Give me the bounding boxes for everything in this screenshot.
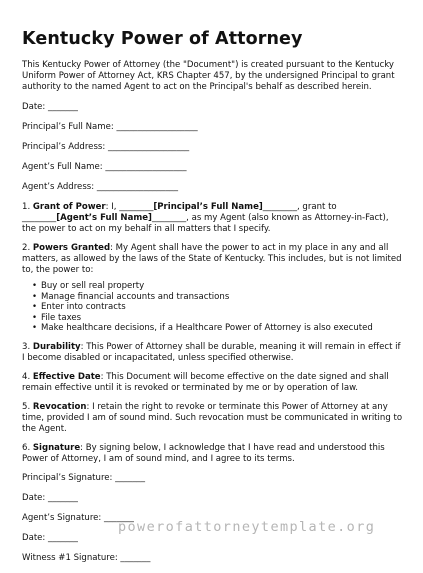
section-number: 3. (22, 341, 33, 352)
section-powers-granted (22, 243, 404, 276)
section-grant-of-power (22, 202, 404, 235)
intro-paragraph: This Kentucky Power of Attorney (the "Document") is created pursuant to the Kentucky Uniform Power of Attorney Act, KRS Chapter 457, by the undersigned Principal to grant authority to the named Agent to act on the Principal's behalf as described herein. (22, 60, 395, 92)
section-effective-date (22, 372, 404, 394)
section-signature (22, 443, 404, 465)
section-heading: Powers Granted (32, 243, 111, 253)
section-text: : I, ________ (105, 202, 154, 212)
section-text: : This Document will become effective on the date signed and shall remain effective until it is revoked or terminated by me or by operation of law. (22, 371, 389, 393)
section-number: 6. (22, 442, 33, 453)
section-number: 5. (22, 401, 33, 412)
agent-address-field: Agent’s Address: ___________________ (22, 182, 179, 192)
principal-name-placeholder: [Principal’s Full Name] (153, 202, 263, 212)
section-heading: Effective Date (32, 371, 101, 382)
section-heading: Revocation (32, 401, 87, 412)
document-page (22, 28, 404, 573)
section-number: 1. (22, 202, 33, 212)
section-revocation (22, 402, 404, 435)
watermark: powerofattorneytemplate.org (118, 519, 376, 535)
list-item: • File taxes (34, 313, 404, 324)
date-field-agent: Date: _______ (22, 532, 78, 543)
list-item: • Manage financial accounts and transactions (34, 292, 404, 303)
date-field-principal: Date: _______ (22, 492, 78, 503)
witness-1-signature-field: Witness #1 Signature: _______ (22, 552, 151, 563)
principal-address-field: Principal’s Address: ___________________ (22, 142, 190, 152)
agent-signature-field: Agent’s Signature: _______ (22, 512, 134, 523)
principal-signature-field: Principal’s Signature: _______ (22, 472, 146, 483)
section-text: : By signing below, I acknowledge that I have read and understood this Power of Attorney, I am of sound mind, and I agree to its terms. (22, 442, 385, 464)
agent-name-field: Agent’s Full Name: ___________________ (22, 162, 187, 172)
powers-list (22, 281, 404, 334)
section-number: 4. (22, 371, 33, 382)
section-heading: Signature (32, 442, 81, 453)
principal-name-field: Principal’s Full Name: ___________________ (22, 122, 198, 132)
list-item: • Buy or sell real property (34, 281, 404, 292)
section-durability (22, 342, 404, 364)
section-number: 2. (22, 243, 33, 253)
section-text: : My Agent shall have the power to act in my place in any and all matters, as allowed by the laws of the State of Kentucky. This includes, but is not limited to, the power to: (22, 243, 402, 275)
agent-name-placeholder: [Agent’s Full Name] (56, 213, 152, 223)
section-text: : I retain the right to revoke or terminate this Power of Attorney at any time, provided I am of sound mind. Such revocation must be communicated in writing to the Agent. (22, 401, 403, 434)
section-text: : This Power of Attorney shall be durable, meaning it will remain in effect if I become disabled or incapacitated, unless specified otherwise. (22, 341, 401, 363)
section-text: ________, grant to ________ (22, 202, 337, 223)
section-heading: Durability (32, 341, 81, 352)
list-item: • Enter into contracts (34, 302, 404, 313)
section-text: ________, as my Agent (also known as Attorney-in-Fact), the power to act on my behalf in all matters that I specify. (22, 213, 389, 234)
date-field: Date: _______ (22, 102, 78, 112)
document-title: Kentucky Power of Attorney (22, 29, 303, 49)
section-heading: Grant of Power (32, 202, 106, 212)
list-item: • Make healthcare decisions, if a Healthcare Power of Attorney is also executed (34, 323, 404, 334)
